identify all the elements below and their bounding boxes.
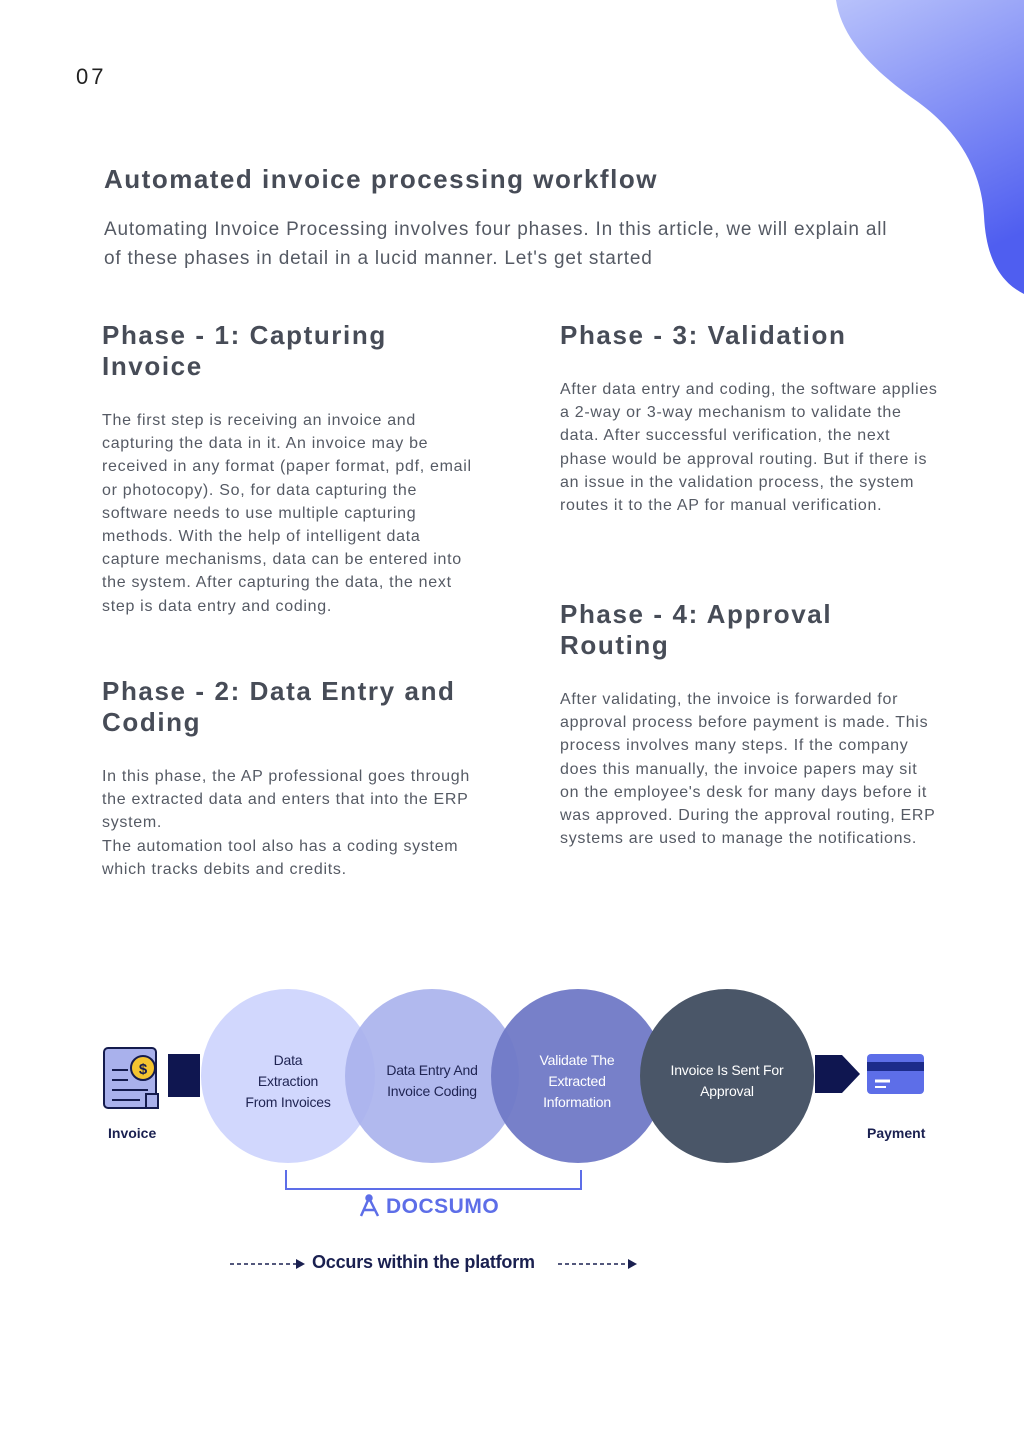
page-number: 07 [76, 64, 107, 89]
flow-arrow-right [815, 1055, 860, 1093]
phase-1-heading: Phase - 1: Capturing Invoice [102, 320, 387, 381]
phase-4-body: After validating, the invoice is forwarded for approval process before payment is made. This process involves many steps. If the company does this manually, the invoice papers may sit on the employee's desk for many days before it was approved. During the approval routing, ERP systems are used to manage the notifications. [560, 691, 936, 848]
intro-paragraph: Automating Invoice Processing involves four phases. In this article, we will explain all of these phases in detail in a lucid manner. Let's get started [104, 219, 888, 269]
dashed-arrow-icon [558, 1259, 637, 1269]
invoice-dollar-icon [104, 1048, 158, 1108]
phase-1-body: The first step is receiving an invoice and capturing the data in it. An invoice may be received in any format (paper format, pdf, email or photocopy). So, for data capturing the software needs to use multiple capturing methods. With the help of intelligent data capture mechanisms, data can be entered into the system. After capturing the data, the next step is data entry and coding. [102, 412, 472, 615]
step-label-1: Data Extraction From Invoices [245, 1052, 331, 1110]
flow-connector-left [168, 1054, 200, 1097]
step-label-4: Invoice Is Sent For Approval [670, 1062, 784, 1099]
phase-3-body: After data entry and coding, the software applies a 2-way or 3-way mechanism to validate the data. After successful verification, the next phase would be approval routing. But if there is an issue in the validation process, the system routes it to the AP for manual verification. [560, 381, 938, 515]
step-label-2: Data Entry And Invoice Coding [386, 1062, 478, 1099]
phase-4-heading: Phase - 4: Approval Routing [560, 599, 833, 660]
credit-card-icon [867, 1054, 924, 1094]
docsumo-brand: DOCSUMO [386, 1195, 500, 1218]
docsumo-logo-icon [361, 1196, 378, 1217]
svg-text:$: $ [138, 1061, 148, 1078]
invoice-label: Invoice [108, 1125, 157, 1141]
dashed-arrow-icon [230, 1259, 305, 1269]
step-label-3: Validate The Extracted Information [539, 1052, 615, 1110]
phase-3-heading: Phase - 3: Validation [560, 320, 847, 350]
phase-2-heading: Phase - 2: Data Entry and Coding [102, 676, 456, 737]
phase-2-body: In this phase, the AP professional goes through the extracted data and enters that into the ERP system. The automation tool also has a coding system which tracks debits and credits. [102, 768, 470, 878]
page-title: Automated invoice processing workflow [104, 164, 658, 194]
payment-label: Payment [867, 1125, 926, 1141]
platform-caption: Occurs within the platform [312, 1252, 535, 1272]
platform-bracket [286, 1170, 581, 1189]
